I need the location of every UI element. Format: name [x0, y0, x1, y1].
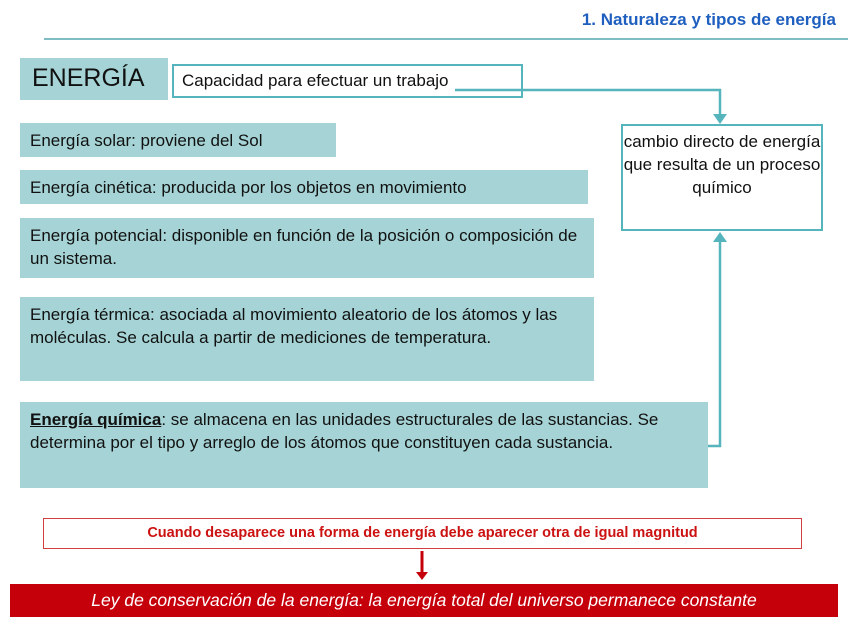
definition-to-note-connector	[455, 90, 720, 116]
conservation-statement: Cuando desaparece una forma de energía debe aparecer otra de igual magnitud	[43, 518, 802, 549]
slide-title: 1. Naturaleza y tipos de energía	[581, 10, 836, 29]
conservation-down-arrow	[416, 551, 428, 580]
arrow-down-icon	[416, 572, 428, 580]
energy-type-solar: Energía solar: proviene del Sol	[20, 123, 336, 157]
arrowhead-up-icon	[713, 232, 727, 242]
conservation-law-banner: Ley de conservación de la energía: la energía total del universo permanece constante	[10, 584, 838, 617]
energy-type-kinetic: Energía cinética: producida por los objetos en movimiento	[20, 170, 588, 204]
concept-definition: Capacidad para efectuar un trabajo	[172, 64, 523, 98]
chemical-energy-description: : se almacena en las unidades estructurales de las sustancias. Se determina por el tipo y arreglo de los átomos que constituyen cada sustancia.	[30, 410, 659, 452]
chemical-change-note: cambio directo de energía que resulta de un proceso químico	[621, 124, 823, 231]
energy-type-potential: Energía potencial: disponible en función de la posición o composición de un sistema.	[20, 218, 594, 278]
arrowhead-down-icon	[713, 114, 727, 124]
concept-term: ENERGÍA	[20, 58, 168, 100]
energy-type-thermal: Energía térmica: asociada al movimiento aleatorio de los átomos y las moléculas. Se calcula a partir de mediciones de temperatura.	[20, 297, 594, 381]
chemical-energy-term: Energía química	[30, 410, 162, 429]
chemical-to-note-connector	[708, 240, 720, 446]
